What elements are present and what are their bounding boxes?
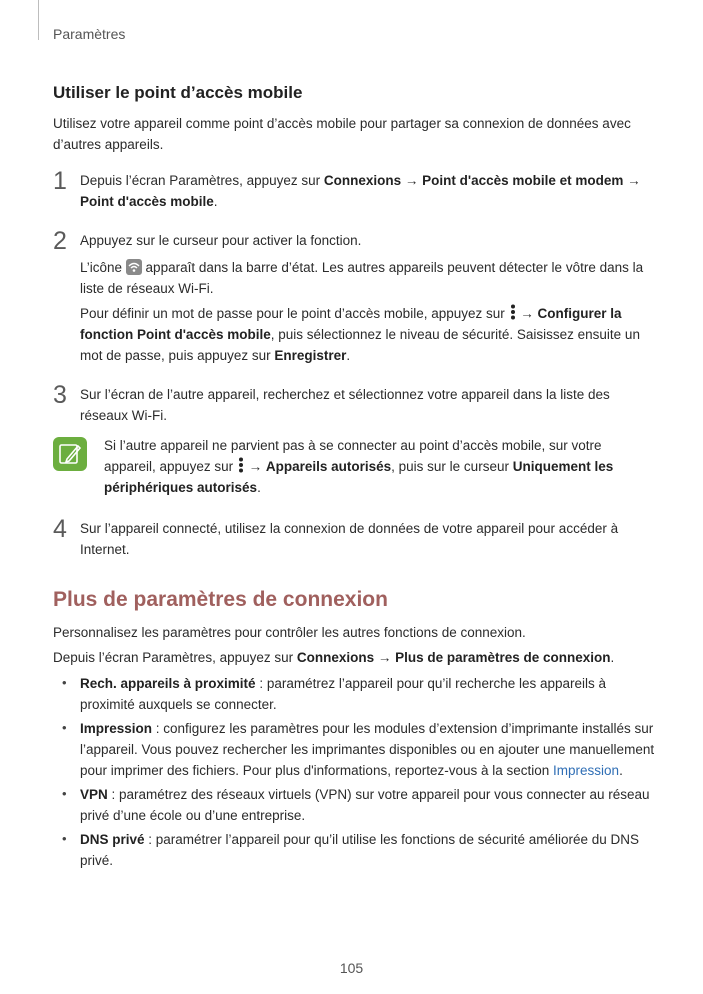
list-item: VPN : paramétrez des réseaux virtuels (VPN) sur votre appareil pour vous connecter au réseau privé d’une école ou d’une entreprise.	[80, 787, 650, 823]
section-intro-hotspot: Utilisez votre appareil comme point d’accès mobile pour partager sa connexion de données avec d’autres appareils.	[53, 116, 631, 152]
list-item: DNS privé : paramétrer l’appareil pour qu’il utilise les fonctions de sécurité améliorée du DNS privé.	[80, 832, 640, 868]
impression-link[interactable]: Impression	[553, 763, 620, 778]
step-text-4: Sur l’appareil connecté, utilisez la connexion de données de votre appareil pour accéder à Internet.	[80, 521, 619, 557]
bullet-marker: •	[62, 786, 67, 801]
bullet-marker: •	[62, 831, 67, 846]
step-number-1: 1	[53, 167, 67, 195]
step-number-3: 3	[53, 381, 67, 409]
running-header: Paramètres	[53, 26, 126, 42]
section-intro-more-settings: Personnalisez les paramètres pour contrôler les autres fonctions de connexion.	[53, 625, 526, 640]
more-options-icon	[237, 457, 245, 473]
step-2-password-paragraph: Pour définir un mot de passe pour le point d’accès mobile, appuyez sur → Configurer la fonction Point d'accès mobile, puis sélectionnez le niveau de sécurité. Saisissez ensuite un mot de passe, puis appuyez sur Enregistrer.	[80, 306, 640, 363]
step-number-4: 4	[53, 515, 67, 543]
step-text-2: Appuyez sur le curseur pour activer la fonction.	[80, 233, 362, 248]
bullet-marker: •	[62, 720, 67, 735]
list-item: Impression : configurez les paramètres pour les modules d’extension d’imprimante installés sur l’appareil. Vous pouvez rechercher les imprimantes disponibles ou en ajouter une manuellement pour imprimer des fichiers. Pour plus d'informations, reportez-vous à la section Impression.	[80, 721, 655, 778]
list-item: Rech. appareils à proximité : paramétrez l’appareil pour qu’il recherche les appareils à proximité auxquels se connecter.	[80, 676, 607, 712]
step-2-icon-paragraph: L’icône apparaît dans la barre d’état. Les autres appareils peuvent détecter le vôtre dans la liste de réseaux Wi-Fi.	[80, 260, 644, 296]
header-rule	[38, 0, 39, 40]
note-text: Si l’autre appareil ne parvient pas à se connecter au point d’accès mobile, sur votre appareil, appuyez sur → Appareils autorisés, puis sur le curseur Uniquement les périphériques autorisés.	[104, 438, 614, 495]
more-options-icon	[509, 304, 517, 320]
wifi-hotspot-icon	[126, 259, 142, 275]
step-text-1: Depuis l’écran Paramètres, appuyez sur Connexions → Point d'accès mobile et modem → Point d'accès mobile.	[80, 173, 641, 209]
section-path-more-settings: Depuis l’écran Paramètres, appuyez sur Connexions → Plus de paramètres de connexion.	[53, 650, 615, 665]
step-number-2: 2	[53, 227, 67, 255]
page-number: 105	[339, 960, 364, 976]
section-title-more-settings: Plus de paramètres de connexion	[53, 588, 388, 611]
note-pencil-icon	[53, 437, 87, 471]
step-text-3: Sur l’écran de l’autre appareil, recherchez et sélectionnez votre appareil dans la liste des réseaux Wi-Fi.	[80, 387, 610, 423]
bullet-marker: •	[62, 675, 67, 690]
section-title-hotspot: Utiliser le point d’accès mobile	[53, 83, 303, 102]
